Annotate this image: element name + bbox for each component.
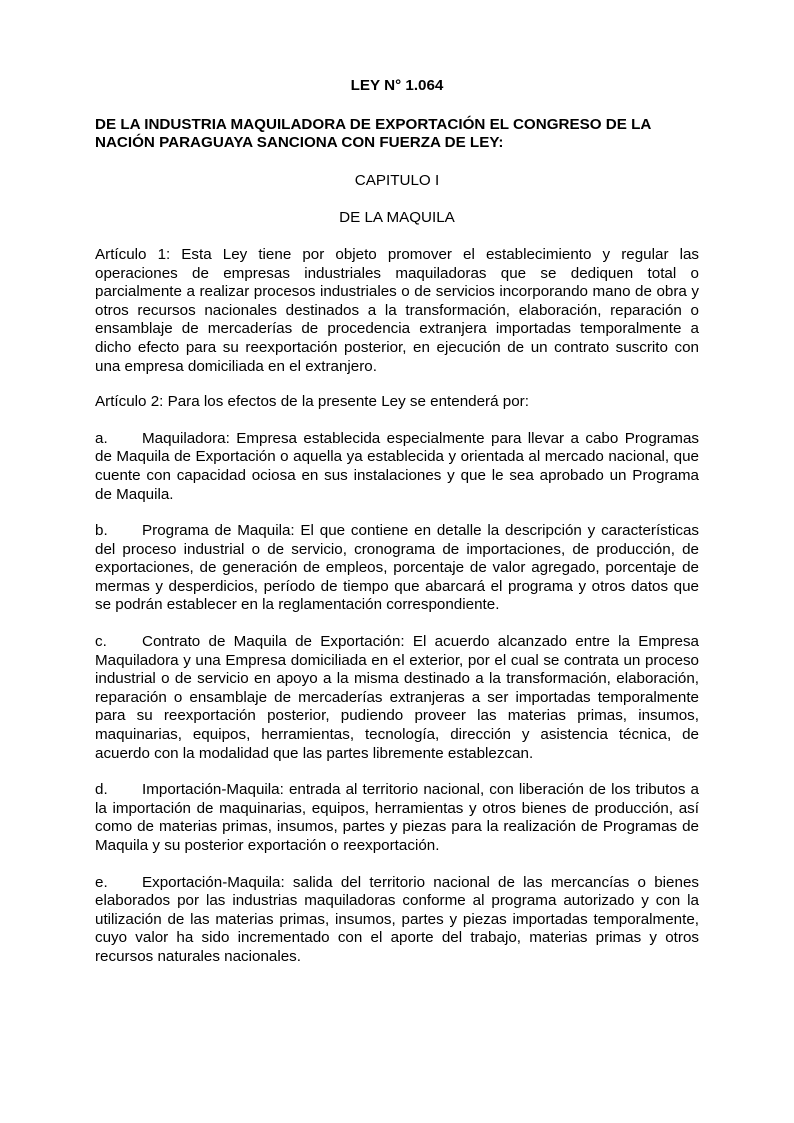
definition-text: Importación-Maquila: entrada al territorio nacional, con liberación de los tributos a la importación de maquinarias, equipos, herramientas y otros bienes de producción, así como de materias primas, insumos, partes y piezas para la realización de Programas de Maquila y su posterior exportación o reexportación. bbox=[95, 781, 699, 854]
law-title: LEY N° 1.064 bbox=[350, 77, 444, 94]
chapter-heading: CAPITULO I bbox=[354, 171, 440, 189]
law-subtitle: DE LA INDUSTRIA MAQUILADORA DE EXPORTACIÓN EL CONGRESO DE LA NACIÓN PARAGUAYA SANCIONA CON FUERZA DE LEY: bbox=[95, 115, 651, 152]
definition-text: Contrato de Maquila de Exportación: El acuerdo alcanzado entre la Empresa Maquiladora y una Empresa domiciliada en el exterior, por el cual se contrata un proceso industrial o de servicio en apoyo a la misma destinado a la transformación, elaboración, reparación o ensamblaje de mercaderías extranjeras a ser importadas temporalmente para su reexportación posterior, pudiendo proveer las materias primas, insumos, maquinarias, equipos, herramientas, tecnología, dirección y asistencia técnica, de acuerdo con la modalidad que las partes libremente establezcan. bbox=[95, 633, 699, 762]
definition-letter: a. bbox=[95, 429, 108, 447]
article-1: Artículo 1: Esta Ley tiene por objeto promover el establecimiento y regular las operaciones de empresas industriales maquiladoras que se dediquen total o parcialmente a realizar procesos industriales o de servicios incorporando mano de obra y otros recursos nacionales destinados a la transformación, elaboración, reparación o ensamblaje de mercaderías de procedencia extranjera importadas temporalmente a dicho efecto para su reexportación posterior, en ejecución de un contrato suscrito con una empresa domiciliada en el extranjero. bbox=[95, 245, 699, 375]
article-2: Artículo 2: Para los efectos de la presente Ley se entenderá por: bbox=[95, 393, 529, 411]
definition-a bbox=[95, 430, 699, 504]
definition-letter: d. bbox=[95, 781, 108, 799]
definition-letter: b. bbox=[95, 522, 108, 540]
definition-letter: c. bbox=[95, 633, 107, 651]
definition-letter: e. bbox=[95, 873, 108, 891]
document-page bbox=[95, 70, 699, 967]
definition-text: Maquiladora: Empresa establecida especialmente para llevar a cabo Programas de Maquila de Exportación o aquella ya establecida y orientada al mercado nacional, que cuente con capacidad ociosa en sus instalaciones y que le sea aprobado un Programa de Maquila. bbox=[95, 429, 699, 503]
definition-b bbox=[95, 522, 699, 615]
definition-c bbox=[95, 633, 699, 763]
definition-text: Programa de Maquila: El que contiene en detalle la descripción y características del proceso industrial o de servicio, cronograma de importaciones, de producción, de exportaciones, de generación de empleos, porcentaje de valor agregado, porcentaje de mermas y desperdicios, período de tiempo que abarcará el programa y otros datos que se podrán establecer en la reglamentación correspondiente. bbox=[95, 522, 699, 614]
chapter-title: DE LA MAQUILA bbox=[339, 209, 455, 227]
definition-text: Exportación-Maquila: salida del territorio nacional de las mercancías o bienes elaborados por las industrias maquiladoras conforme al programa autorizado y con la utilización de las materias primas, insumos, partes y piezas importadas temporalmente, cuyo valor ha sido incrementado con el aporte del trabajo, materias primas y otros recursos naturales nacionales. bbox=[95, 873, 699, 965]
definition-d bbox=[95, 781, 699, 855]
definition-e bbox=[95, 874, 699, 967]
